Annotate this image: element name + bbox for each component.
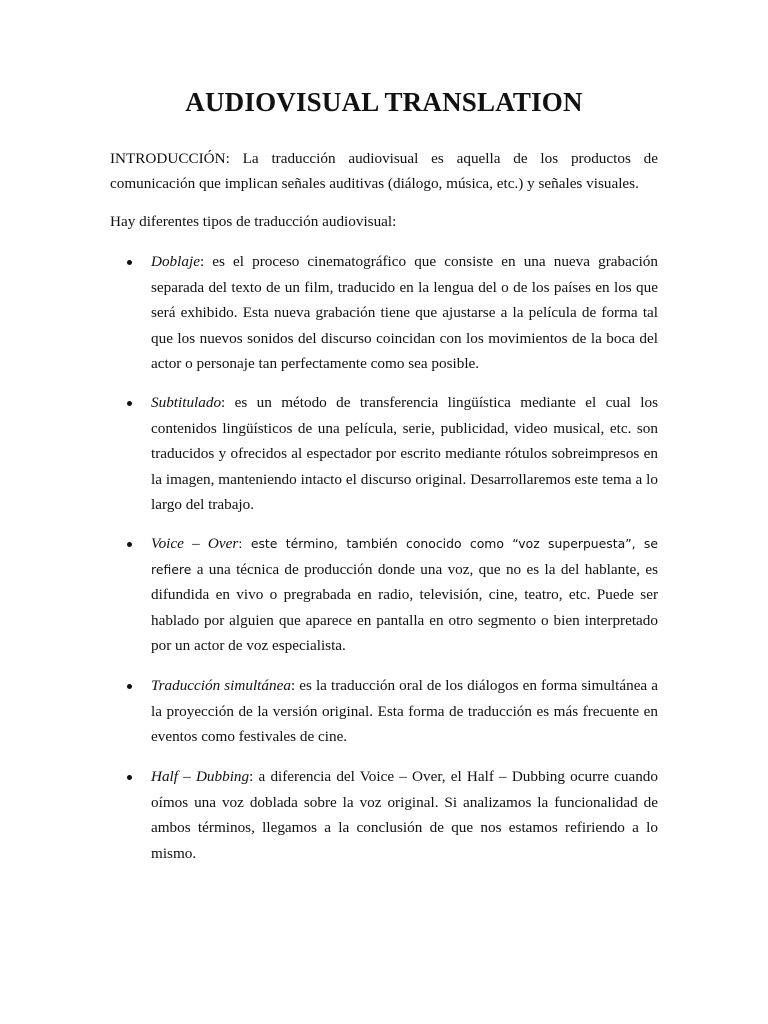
bullet-icon [127, 775, 132, 780]
term-description: a diferencia del Voice – Over, el Half – Dubbing ocurre cuando oímos una voz doblada sobre la voz original. Si analizamos la funcionalidad de ambos términos, llegamos a la conclusión de que nos estamos refiriendo a lo mismo. [151, 768, 658, 862]
list-item-text [151, 390, 658, 518]
term-separator: : [249, 768, 254, 785]
list-item-text [151, 764, 658, 866]
term-label: Traducción simultánea [151, 677, 291, 694]
term-separator: : [238, 536, 243, 551]
term-label: Doblaje [151, 253, 200, 270]
term-description: es un método de transferencia lingüística mediante el cual los contenidos lingüísticos de una película, serie, publicidad, video musical, etc. son traducidos y ofrecidos al espectador por escrito mediante rótulos sobreimpresos en la imagen, manteniendo intacto el discurso original. Desarrollaremos este tema a lo largo del trabajo. [151, 394, 658, 514]
term-description: es la traducción oral de los diálogos en forma simultánea a la proyección de la versión original. Esta forma de traducción es más frecuente en eventos como festivales de cine. [151, 677, 658, 746]
term-separator: : [221, 394, 226, 411]
list-item-text [151, 673, 658, 750]
term-description: es el proceso cinematográfico que consiste en una nueva grabación separada del texto de un film, traducido en la lengua del o de los países en los que será exhibido. Esta nueva grabación tiene que ajustarse a la película de forma tal que los nuevos sonidos del discurso coincidan con los movimientos de la boca del actor o personaje tan perfectamente como sea posible. [151, 253, 658, 373]
term-label: Half – Dubbing [151, 768, 250, 785]
term-label: Subtitulado [151, 394, 222, 411]
term-separator: : [290, 677, 296, 694]
bullet-icon [127, 401, 132, 406]
types-lead-paragraph: Hay diferentes tipos de traducción audiovisual: [110, 213, 397, 230]
term-description: a una técnica de producción donde una voz, que no es la del hablante, es difundida en vivo o pregrabada en radio, televisión, cine, teatro, etc. Puede ser hablado por alguien que aparece en pantalla en otro segmento o bien interpretado por un actor de voz especialista. [151, 560, 658, 655]
document-title: AUDIOVISUAL TRANSLATION [185, 87, 583, 117]
term-separator: : [199, 253, 205, 270]
intro-paragraph: INTRODUCCIÓN: La traducción audiovisual es aquella de los productos de comunicación que implican señales auditivas (diálogo, música, etc.) y señales visuales. [110, 150, 658, 192]
bullet-icon [127, 260, 132, 265]
list-item-text [151, 531, 658, 659]
bullet-icon [127, 684, 132, 689]
term-label: Voice – Over [151, 535, 239, 552]
term-description-sans: este término, también conocido como “voz superpuesta”, se refiere [151, 536, 658, 577]
bullet-icon [127, 542, 132, 547]
list-item-text [151, 249, 658, 377]
